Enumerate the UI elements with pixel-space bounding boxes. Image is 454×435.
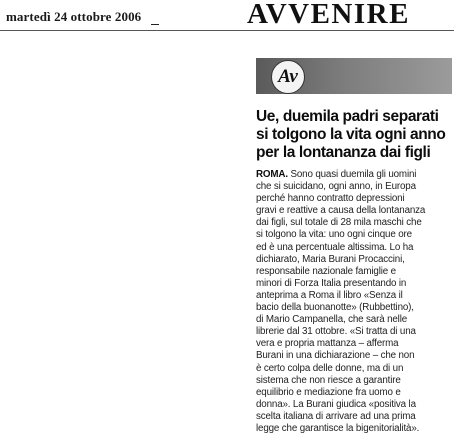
body-line: bacio della buonanotte» (Rubbettino), [256, 302, 414, 314]
body-line-text: Sono quasi duemila gli uomini [290, 169, 417, 180]
masthead [0, 0, 454, 30]
body-line: ed è una percentuale altissima. Lo ha [256, 241, 414, 253]
body-line: dichiarato, Maria Burani Procaccini, [256, 253, 405, 265]
article-headline [256, 108, 452, 162]
body-line: è certo colpa delle donne, ma di un [256, 362, 404, 374]
body-line: che si suicidano, ogni anno, in Europa [256, 181, 416, 193]
logo-letters: Av [278, 66, 298, 87]
body-line: perché hanno contratto depressioni [256, 193, 405, 205]
newspaper-name: AVVENIRE [247, 0, 410, 30]
article-body [256, 169, 454, 435]
date-underscore [151, 24, 159, 25]
body-line: dai figli, sul totale di 28 mila maschi che [256, 217, 422, 229]
body-line [256, 169, 454, 181]
body-line: equilibrio e mediazione fra uomo e [256, 386, 401, 398]
masthead-divider [0, 30, 454, 31]
headline-line: Ue, duemila padri separati [256, 108, 439, 125]
body-line: responsabile nazionale famiglie e [256, 265, 396, 277]
body-line: gravi e reattive a causa della lontananza [256, 205, 426, 217]
body-line: donna». La Burani giudica «positiva la [256, 398, 416, 410]
body-line: legge che garantisce la bigenitorialità». [256, 422, 420, 434]
body-line: di Mario Campanella, che sarà nelle [256, 314, 408, 326]
body-line: si tolgono la vita: uno ogni cinque ore [256, 229, 412, 241]
headline-line: si tolgono la vita ogni anno [256, 126, 446, 143]
body-line: scelta italiana di arrivare ad una prima [256, 410, 416, 422]
body-line: sistema che non riesce a garantire [256, 374, 401, 386]
publication-date: martedì 24 ottobre 2006 [6, 9, 142, 24]
body-line: Burani in una dichiarazione – che non [256, 350, 415, 362]
body-line: librerie dal 31 ottobre. «Si tratta di una [256, 326, 416, 338]
body-line: minori di Forza Italia presentando in [256, 277, 407, 289]
dateline: ROMA. [256, 169, 288, 180]
body-line: anteprima a Roma il libro «Senza il [256, 289, 403, 301]
headline-line: per la lontananza dai figli [256, 144, 431, 161]
body-line: vera e propria mattanza – afferma [256, 338, 399, 350]
avvenire-logo-icon [271, 60, 305, 94]
